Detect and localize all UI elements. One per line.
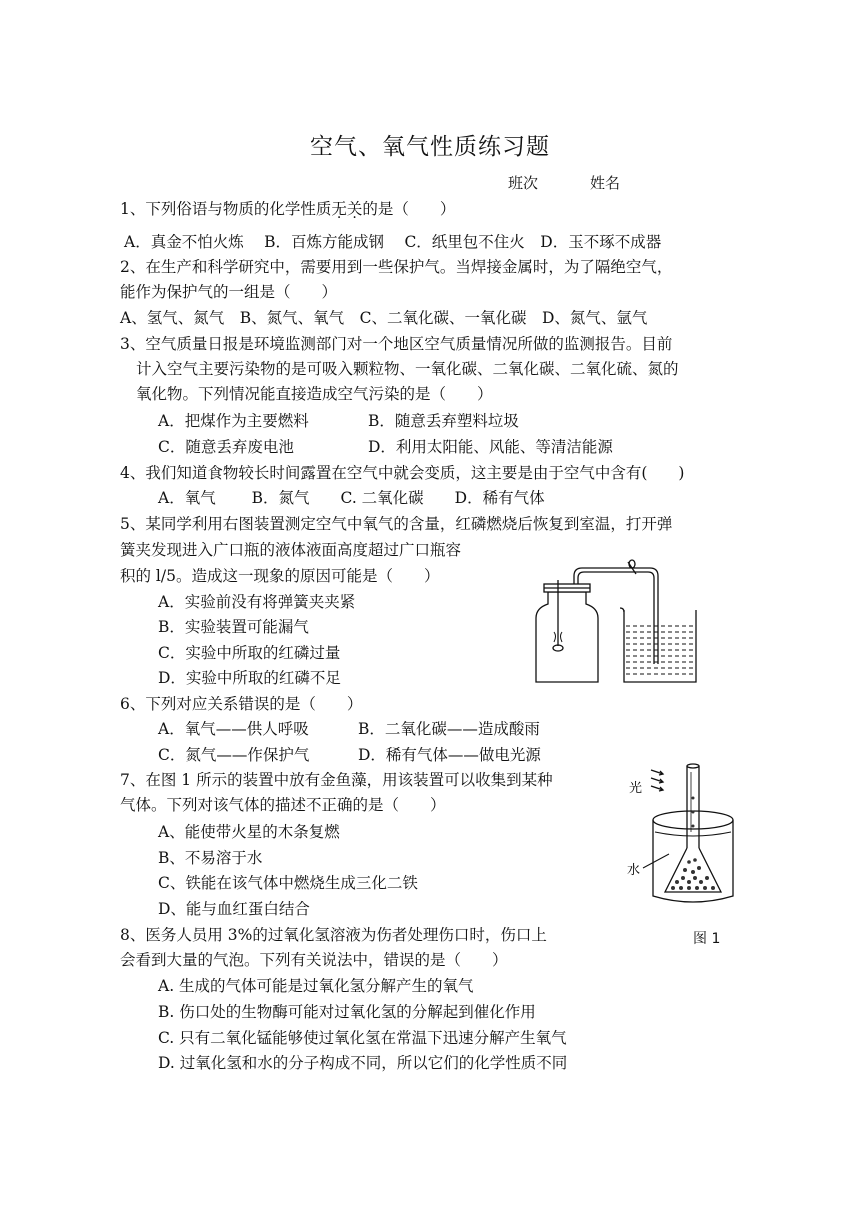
q8-line2: 会看到大量的气泡。下列有关说法中，错误的是（ ） xyxy=(120,951,508,969)
q7-option-a: A、能使带火星的木条复燃 xyxy=(158,823,340,841)
q2-options: A、氢气、氮气 B、氮气、氧气 C、二氧化碳、一氧化碳 D、氮气、氩气 xyxy=(120,309,648,327)
page-title: 空气、氧气性质练习题 xyxy=(310,134,550,160)
q3-option-c: C．随意丢弃废电池 xyxy=(158,438,294,456)
figure-1-aquatic-plant xyxy=(625,762,745,912)
emphasis-char: 关 xyxy=(346,200,363,218)
q8-option-c: C. 只有二氧化锰能够使过氧化氢在常温下迅速分解产生氧气 xyxy=(158,1029,567,1047)
q4-line1: 4、我们知道食物较长时间露置在空气中就会变质，这主要是由于空气中含有( ) xyxy=(120,464,685,482)
q7-option-c: C、铁能在该气体中燃烧生成三化二铁 xyxy=(158,874,418,892)
q5-option-b: B．实验装置可能漏气 xyxy=(158,618,309,636)
q3-option-d: D．利用太阳能、风能、等清洁能源 xyxy=(368,438,613,456)
q5-option-a: A．实验前没有将弹簧夹夹紧 xyxy=(158,593,356,611)
q5-line3: 积的 l/5。造成这一现象的原因可能是（ ） xyxy=(120,567,440,585)
name-label: 姓名 xyxy=(590,174,621,192)
q5-line1: 5、某同学利用右图装置测定空气中氧气的含量，红磷燃烧后恢复到室温，打开弹 xyxy=(120,515,673,533)
q8-option-a: A. 生成的气体可能是过氧化氢分解产生的氧气 xyxy=(158,977,474,995)
q8-line1: 8、医务人员用 3%的过氧化氢溶液为伤者处理伤口时，伤口上 xyxy=(120,926,547,944)
emphasis-char: 无 xyxy=(331,200,347,218)
q6-option-c: C．氮气——作保护气 xyxy=(158,746,310,764)
q5-line2: 簧夹发现进入广口瓶的液体液面高度超过广口瓶容 xyxy=(120,541,462,559)
light-label: 光 xyxy=(629,781,643,796)
q7-line1: 7、在图 1 所示的装置中放有金鱼藻，用该装置可以收集到某种 xyxy=(120,771,553,789)
q6-option-a: A．氧气——供人呼吸 xyxy=(158,720,309,738)
q7-option-b: B、不易溶于水 xyxy=(158,849,263,867)
q6-option-d: D．稀有气体——做电光源 xyxy=(358,746,541,764)
q3-line2: 计入空气主要污染物的是可吸入颗粒物、一氧化碳、二氧化碳、二氧化硫、氮的 xyxy=(136,360,679,378)
student-info xyxy=(508,172,672,193)
q8-option-b: B. 伤口处的生物酶可能对过氧化氢的分解起到催化作用 xyxy=(158,1003,536,1021)
oxygen-apparatus-figure xyxy=(520,548,720,690)
q5-option-c: C．实验中所取的红磷过量 xyxy=(158,644,341,662)
q3-option-a: A．把煤作为主要燃料 xyxy=(158,412,309,430)
q8-option-d: D. 过氧化氢和水的分子构成不同，所以它们的化学性质不同 xyxy=(158,1054,568,1072)
q4-options: A．氧气 B．氮气 C. 二氧化碳 D．稀有气体 xyxy=(158,489,545,507)
q6-option-b: B．二氧化碳——造成酸雨 xyxy=(358,720,540,738)
figure-1-caption: 图 1 xyxy=(693,931,721,947)
q3-line1: 3、空气质量日报是环境监测部门对一个地区空气质量情况所做的监测报告。目前 xyxy=(120,335,673,353)
q7-option-d: D、能与血红蛋白结合 xyxy=(158,900,310,918)
q1-options: A．真金不怕火炼 B．百炼方能成钢 C．纸里包不住火 D．玉不琢不成器 xyxy=(124,233,662,251)
q1-stem: 1、下列俗语与物质的化学性质无关的是（ ） xyxy=(120,200,456,218)
class-label: 班次 xyxy=(508,174,539,192)
q2-line1: 2、在生产和科学研究中，需要用到一些保护气。当焊接金属时，为了隔绝空气， xyxy=(120,258,673,276)
q2-line2: 能作为保护气的一组是（ ） xyxy=(120,283,338,301)
water-label: 水 xyxy=(627,863,641,878)
q7-line2: 气体。下列对该气体的描述不正确的是（ ） xyxy=(120,796,446,814)
q3-option-b: B．随意丢弃塑料垃圾 xyxy=(368,412,519,430)
q3-line3: 氧化物。下列情况能直接造成空气污染的是（ ） xyxy=(136,385,493,403)
q5-option-d: D．实验中所取的红磷不足 xyxy=(158,669,341,687)
q6-line1: 6、下列对应关系错误的是（ ） xyxy=(120,695,363,713)
